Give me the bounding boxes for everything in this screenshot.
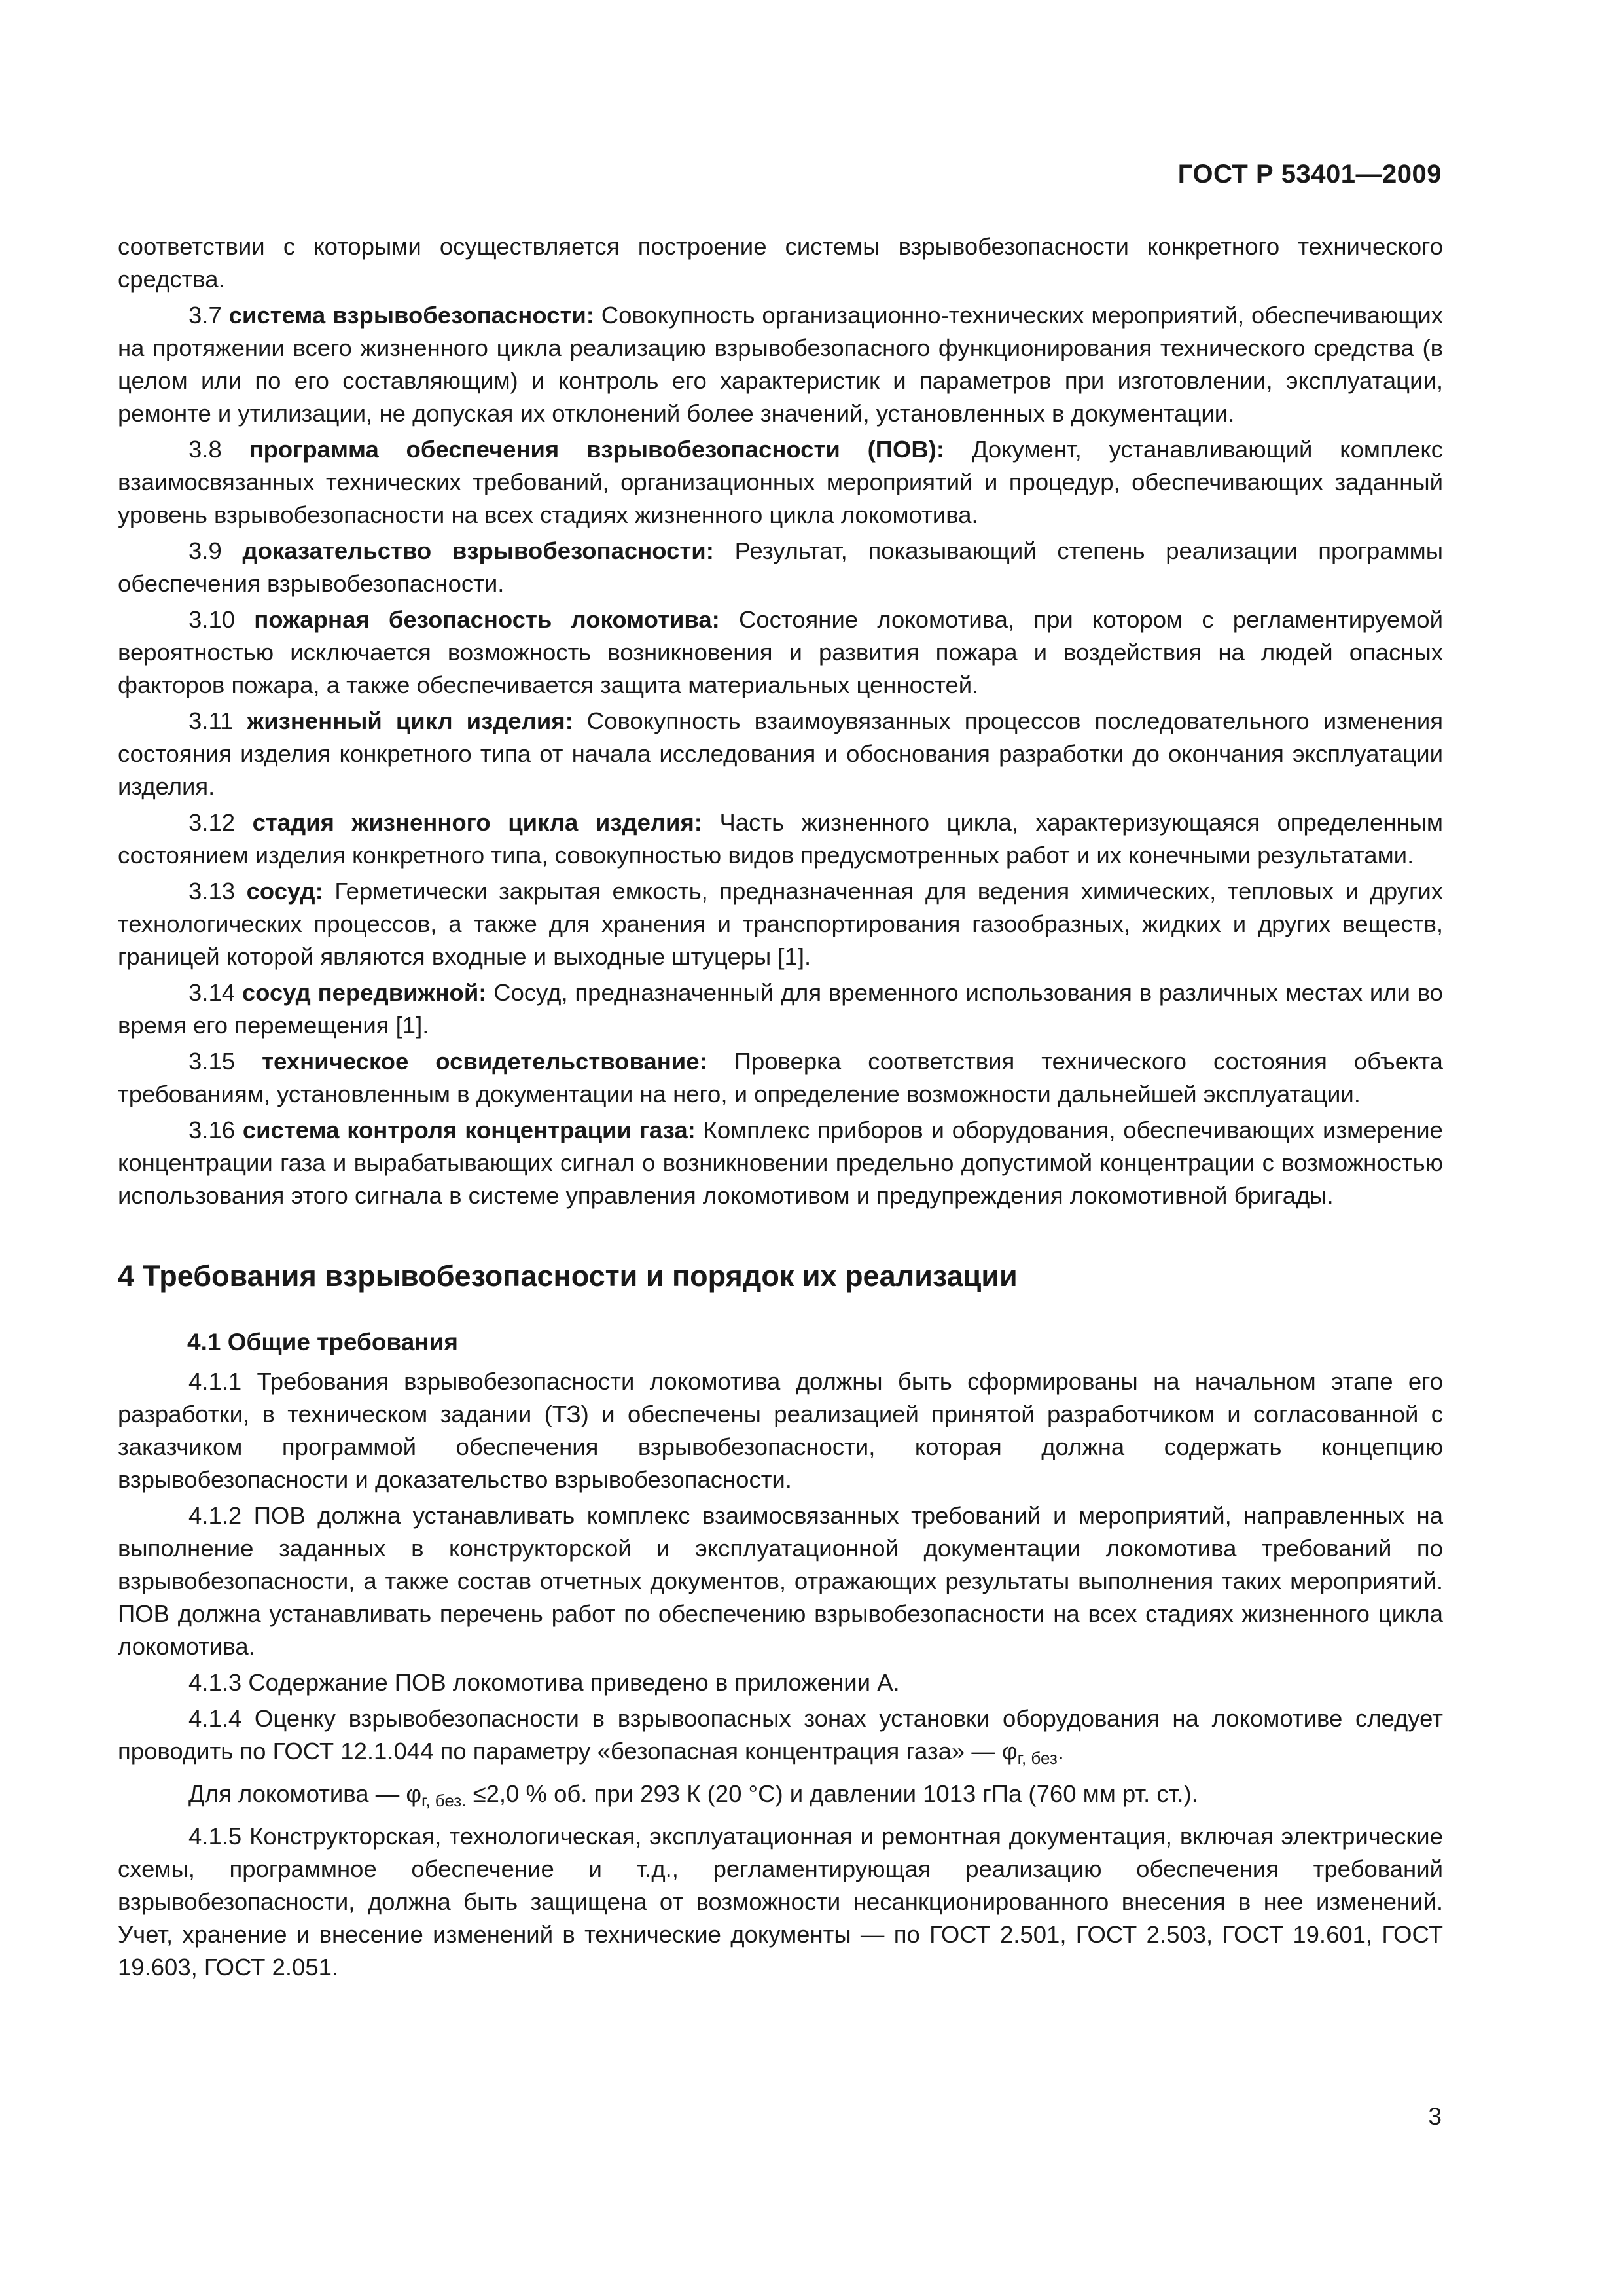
clause-4-1-1: 4.1.1 Требования взрывобезопасности локомотива должны быть сформированы на начальном этапе его разработки, в техническом задании (ТЗ) и обеспечены реализацией принятой разработчиком и согласованной с заказчиком программой обеспечения взрывобезопасности, которая должна содержать концепцию взрывобезопасности и доказательство взрывобезопасности. [118,1368,1443,1493]
definition-3-7 [118,299,1443,430]
clause-number: 3.16 [188,1117,236,1143]
clause-4-1-5: 4.1.5 Конструкторская, технологическая, эксплуатационная и ремонтная документация, включая электрические схемы, программное обеспечение и т.д., регламентирующая реализацию обеспечения требований взрывобезопасности, должна быть защищена от возможности несанкционированного внесения в нее изменений. Учет, хранение и внесение изменений в технические документы — по ГОСТ 2.501, ГОСТ 2.503, ГОСТ 19.601, ГОСТ 19.603, ГОСТ 2.051. [118,1823,1443,1981]
clause-number: 3.13 [188,878,236,905]
defined-term: стадия жизненного цикла изделия: [252,809,702,836]
definition-3-15 [118,1045,1443,1111]
definition-3-8 [118,433,1443,531]
defined-term: доказательство взрывобезопасности: [242,537,714,564]
clause-number: 3.12 [188,809,236,836]
clause-number: 3.9 [188,537,222,564]
clause-4-1-4-end: . [1057,1738,1064,1765]
definition-3-12 [118,806,1443,872]
definition-text: Состояние локомотива, при котором с регламентируемой вероятностью исключается возможность возникновения и развития пожара и воздействия на людей опасных факторов пожара, а также обеспечивается защита материальных ценностей. [118,606,1443,698]
clause-4-1-4-text: 4.1.4 Оценку взрывобезопасности в взрывоопасных зонах установки оборудования на локомотиве следует проводить по ГОСТ 12.1.044 по параметру «безопасная концентрация газа» — φ [118,1705,1443,1765]
clause-4-1-4 [118,1702,1443,1774]
condition-text: ≤2,0 % об. при 293 К (20 °С) и давлении 1013 гПа (760 мм рт. ст.). [466,1780,1198,1807]
clause-4-1-2: 4.1.2 ПОВ должна устанавливать комплекс взаимосвязанных требований и мероприятий, направленных на выполнение заданных в конструкторской и эксплуатационной документации локомотива требований по взрывобезопасности, а также состав отчетных документов, отражающих результаты выполнения таких мероприятий. ПОВ должна устанавливать перечень работ по обеспечению взрывобезопасности на всех стадиях жизненного цикла локомотива. [118,1502,1443,1660]
clause-number: 3.11 [188,708,234,734]
clause-number: 3.10 [188,606,236,633]
definition-text: Совокупность организационно-технических мероприятий, обеспечивающих на протяжении всего жизненного цикла реализацию взрывобезопасного функционирования технического средства (в целом или по его составляющим) и контроль его характеристик и параметров при изготовлении, эксплуатации, ремонте и утилизации, не допуская их отклонений более значений, установленных в документации. [118,302,1443,427]
definition-3-10 [118,603,1443,702]
definition-3-14 [118,977,1443,1042]
definition-3-11 [118,705,1443,803]
clause-number: 3.7 [188,302,222,329]
clause-number: 3.8 [188,436,222,463]
definition-3-9 [118,535,1443,600]
definition-text: Совокупность взаимоувязанных процессов последовательного изменения состояния изделия конкретного типа от начала исследования и обоснования разработки до окончания эксплуатации изделия. [118,708,1443,800]
phi-subscript: г, без. [421,1791,467,1810]
document-body [118,230,1443,1987]
defined-term: система взрывобезопасности: [228,302,594,329]
defined-term: техническое освидетельствование: [262,1048,707,1075]
clause-4-1-4-condition [118,1778,1443,1817]
clause-number: 3.14 [188,979,236,1006]
subsection-4-1-heading: 4.1 Общие требования [187,1329,458,1355]
clause-number: 3.15 [188,1048,236,1075]
definition-text: Часть жизненного цикла, характеризующаяся определенным состоянием изделия конкретного типа, совокупностью видов предусмотренных работ и их конечными результатами. [118,809,1443,869]
page-number: 3 [1428,2103,1442,2130]
defined-term: пожарная безопасность локомотива: [254,606,720,633]
condition-prefix: Для локомотива — φ [188,1780,422,1807]
defined-term: сосуд передвижной: [241,979,487,1006]
standard-code-header: ГОСТ Р 53401—2009 [1177,160,1442,188]
defined-term: жизненный цикл изделия: [247,708,573,734]
phi-subscript: г, без [1017,1748,1058,1768]
definition-text: Герметически закрытая емкость, предназначенная для ведения химических, тепловых и других технологических процессов, а также для хранения и транспортирования газообразных, жидких и других веществ, границей которой являются входные и выходные штуцеры [1]. [118,878,1443,970]
defined-term: сосуд: [246,878,323,905]
definition-text: Проверка соответствия технического состояния объекта требованиям, установленным в документации на него, и определение возможности дальнейшей эксплуатации. [118,1048,1443,1107]
clause-4-1-3: 4.1.3 Содержание ПОВ локомотива приведено в приложении А. [188,1669,900,1696]
defined-term: программа обеспечения взрывобезопасности (ПОВ): [249,436,945,463]
defined-term: система контроля концентрации газа: [242,1117,696,1143]
definition-text: Документ, устанавливающий комплекс взаимосвязанных технических требований, организационных мероприятий и процедур, обеспечивающих заданный уровень взрывобезопасности на всех стадиях жизненного цикла локомотива. [118,436,1443,528]
definition-text: Сосуд, предназначенный для временного использования в различных местах или во время его перемещения [1]. [118,979,1443,1039]
definition-3-13 [118,875,1443,973]
definition-text: Комплекс приборов и оборудования, обеспечивающих измерение концентрации газа и вырабатывающих сигнал о возникновении предельно допустимой концентрации с возможностью использования этого сигнала в системе управления локомотивом и предупреждения локомотивной бригады. [118,1117,1443,1209]
definition-3-16 [118,1114,1443,1212]
section-4-heading: 4 Требования взрывобезопасности и порядок их реализации [118,1259,1018,1293]
definition-text: Результат, показывающий степень реализации программы обеспечения взрывобезопасности. [118,537,1443,597]
paragraph-intro: соответствии с которыми осуществляется построение системы взрывобезопасности конкретного технического средства. [118,233,1443,293]
